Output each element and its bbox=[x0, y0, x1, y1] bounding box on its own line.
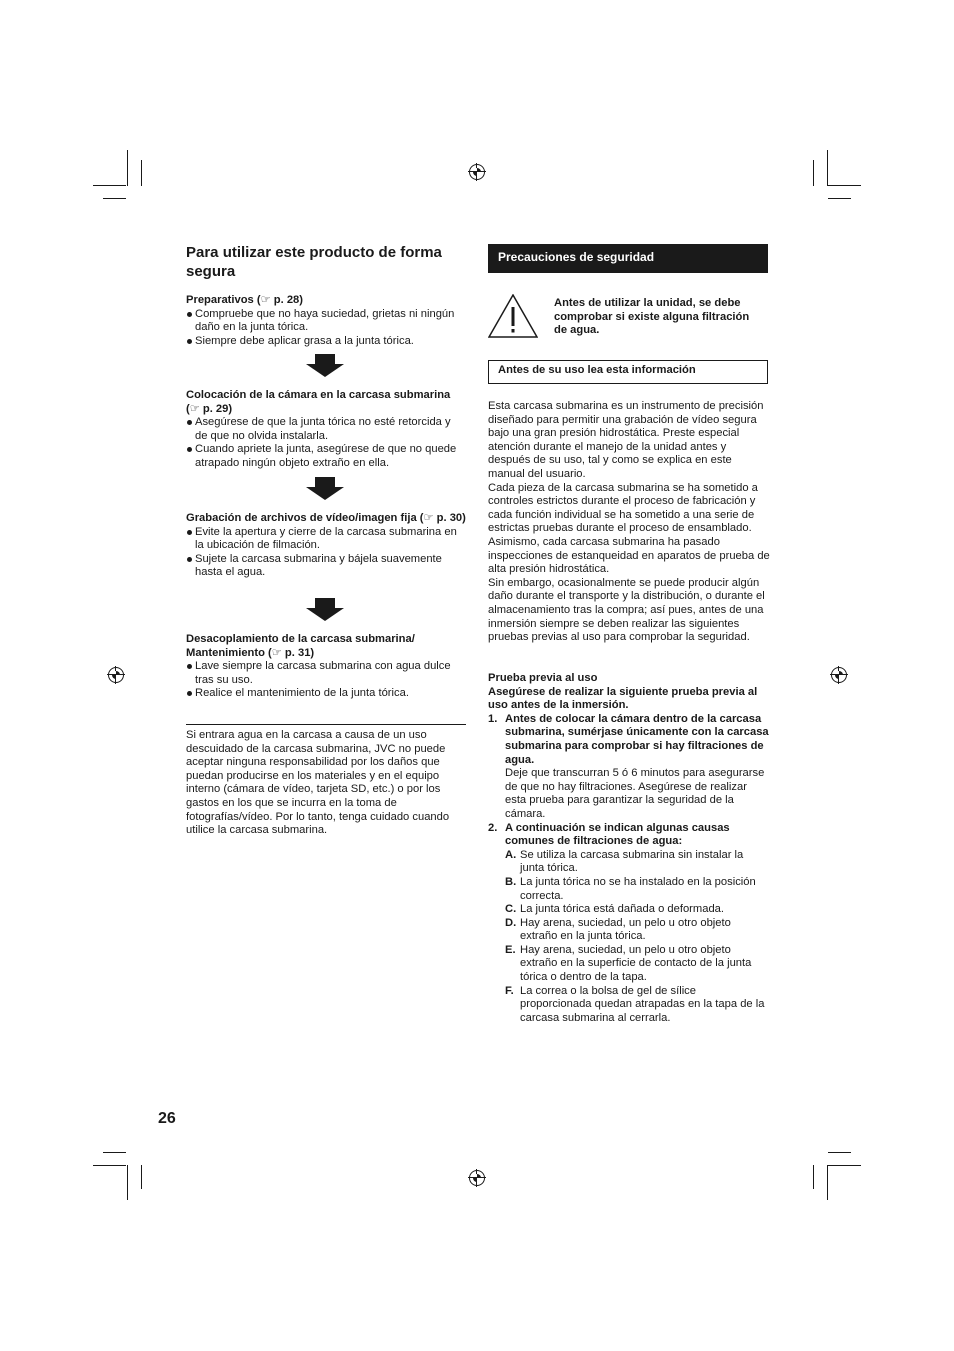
arrow-down-icon bbox=[306, 354, 344, 377]
pointing-hand-icon: ☞ bbox=[423, 512, 434, 524]
paragraph: Sin embargo, ocasionalmente se puede producir algún daño durante el transporte y la distribución, o durante el almacenamiento tras la compra; así pues, antes de una inmersión siempre se deben realizar las siguientes pruebas previas al uso para comprobar la seguridad. bbox=[488, 576, 765, 644]
divider bbox=[186, 724, 466, 725]
disclaimer: Si entrara agua en la carcasa a causa de un uso descuidado de la carcasa submarina, JVC no puede aceptar ninguna responsabilidad por los daños que puedan producirse en los materiales y en el equipo interno (cámara de vídeo, tarjeta SD, etc.) o por los gastos en los que se incurra en la toma de fotografías/vídeo. Por lo tanto, tenga cuidado cuando utilice la carcasa submarina. bbox=[186, 729, 450, 837]
step-heading: Preparativos (☞ p. 28) bbox=[186, 294, 303, 306]
cause-item: B. La junta tórica no se ha instalado en la posición correcta. bbox=[505, 875, 756, 902]
registration-mark-icon bbox=[469, 1170, 485, 1186]
step-heading: Grabación de archivos de vídeo/imagen fija (☞ p. 30) bbox=[186, 512, 466, 524]
list-item: Lave siempre la carcasa submarina con agua dulce tras su uso. bbox=[186, 660, 466, 687]
cause-item: E. Hay arena, suciedad, un pelo u otro objeto extraño en la superficie de contacto de la junta tórica o dentro de la tapa. bbox=[505, 943, 752, 984]
list-item: Evite la apertura y cierre de la carcasa submarina en la ubicación de filmación. bbox=[186, 526, 466, 553]
step-maintenance bbox=[186, 633, 466, 701]
registration-mark-icon bbox=[469, 164, 485, 180]
list-item: 2. A continuación se indican algunas causas comunes de filtraciones de agua: A. Se utiliza la carcasa submarina sin instalar la junta tórica. B. La junta tórica no se ha instalado en la posición correcta. C. La junta tórica está dañada o deformada. D. Hay arena, suciedad, un pelo u otro objeto extraño en la junta tórica. E. Hay arena, suciedad, un pelo u otro objeto extraño en la superficie de contacto de la junta tórica o dentro de la tapa. F. La correa o la bolsa de gel de sílice proporcionada quedan atrapadas en la tapa de la carcasa submarina al cerrarla. bbox=[488, 822, 770, 1026]
list-item: 1. Antes de colocar la cámara dentro de la carcasa submarina, sumérjase únicamente con la carcasa submarina para comprobar si hay filtraciones de agua. Deje que transcurran 5 ó 6 minutos para asegurarse de que no hay filtraciones. Asegúrese de realizar esta prueba para garantizar la seguridad de la cámara. bbox=[488, 712, 769, 820]
list-item: Realice el mantenimiento de la junta tórica. bbox=[186, 687, 466, 701]
list-item: Sujete la carcasa submarina y bájela suavemente hasta el agua. bbox=[186, 553, 466, 580]
list-item: Compruebe que no haya suciedad, grietas ni ningún daño en la junta tórica. bbox=[186, 308, 466, 335]
step-heading: Colocación de la cámara en la carcasa submarina (☞ p. 29) bbox=[186, 389, 451, 415]
list-item: Siempre debe aplicar grasa a la junta tórica. bbox=[186, 335, 466, 349]
info-box bbox=[488, 360, 768, 384]
step-mounting bbox=[186, 389, 466, 471]
warning-icon bbox=[488, 294, 538, 338]
list-item: Asegúrese de que la junta tórica no esté retorcida y de que no olvida instalarla. bbox=[186, 416, 466, 443]
paragraph: Cada pieza de la carcasa submarina se ha sometido a controles estrictos durante el proceso de fabricación y cada función individual se ha sometido a una serie de estrictas pruebas durante el proceso de ensamblado. Asimismo, cada carcasa submarina ha pasado inspecciones de estanqueidad en aparatos de prueba de alta presión hidrostática. bbox=[488, 481, 770, 576]
cause-item: A. Se utiliza la carcasa submarina sin instalar la junta tórica. bbox=[505, 848, 744, 875]
pretest-lead: Asegúrese de realizar la siguiente prueba previa al uso antes de la inmersión. bbox=[488, 685, 758, 712]
page-title: Para utilizar este producto de forma segura bbox=[186, 244, 442, 280]
step-heading: Desacoplamiento de la carcasa submarina/ Mantenimiento (☞ p. 31) bbox=[186, 633, 415, 659]
info-box-label: Antes de su uso lea esta información bbox=[498, 364, 696, 376]
pointing-hand-icon: ☞ bbox=[271, 646, 282, 659]
registration-mark-icon bbox=[108, 667, 124, 683]
pointing-hand-icon: ☞ bbox=[189, 402, 200, 415]
section-title: Precauciones de seguridad bbox=[498, 250, 655, 264]
pretest-section bbox=[488, 672, 770, 1025]
cause-item: C. La junta tórica está dañada o deformada. bbox=[505, 903, 725, 916]
step-preparation bbox=[186, 294, 466, 348]
arrow-down-icon bbox=[306, 598, 344, 621]
step-recording bbox=[186, 512, 466, 580]
paragraph: Esta carcasa submarina es un instrumento de precisión diseñado para permitir una grabación de vídeo segura bajo una gran presión hidrostática. Preste especial atención durante el manejo de la unidad antes y después de su uso, tal y como se explica en este manual del usuario. bbox=[488, 400, 764, 480]
registration-mark-icon bbox=[831, 667, 847, 683]
warning-text: Antes de utilizar la unidad, se debe comprobar si existe alguna filtración de agua. bbox=[554, 297, 750, 337]
arrow-down-icon bbox=[306, 477, 344, 500]
pointing-hand-icon: ☞ bbox=[260, 294, 271, 306]
section-header bbox=[488, 244, 768, 273]
page-number: 26 bbox=[158, 1110, 176, 1127]
pretest-title: Prueba previa al uso bbox=[488, 672, 598, 684]
cause-item: D. Hay arena, suciedad, un pelo u otro objeto extraño en la junta tórica. bbox=[505, 916, 731, 943]
cause-item: F. La correa o la bolsa de gel de sílice proporcionada quedan atrapadas en la tapa de la carcasa submarina al cerrarla. bbox=[505, 984, 765, 1024]
list-item: Cuando apriete la junta, asegúrese de que no quede atrapado ningún objeto extraño en ella. bbox=[186, 443, 466, 470]
intro-text bbox=[488, 400, 770, 645]
